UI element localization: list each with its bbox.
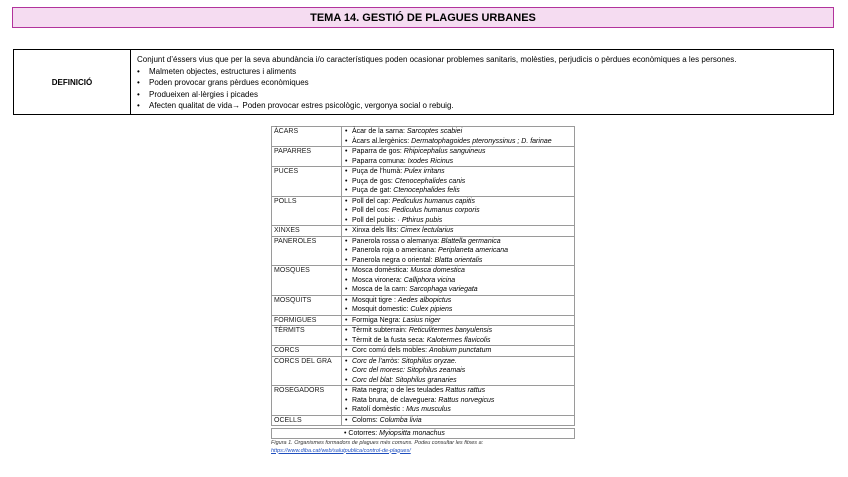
pest-group: CORCS DEL GRA <box>272 356 342 386</box>
species-common: Paparra comuna: <box>352 157 406 165</box>
definition-label: DEFINICIÓ <box>14 50 131 114</box>
species-scientific: Blattella germanica <box>441 237 501 245</box>
pest-row-mosques <box>272 266 575 296</box>
species-common: Corc de l’arròs: <box>352 357 400 365</box>
pest-group: PUCES <box>272 167 342 197</box>
species-scientific: Sitophilus zeamais <box>406 367 466 374</box>
species-common: Puça de gos: <box>352 177 393 185</box>
pest-group: XINXES <box>272 226 342 237</box>
species-scientific: Ixodes Ricinus <box>407 157 454 165</box>
species-item <box>344 246 572 256</box>
species-common: Panerola rossa o alemanya: <box>352 237 440 245</box>
species-item <box>344 197 572 207</box>
pest-group: ÀCARS <box>272 127 342 147</box>
species-scientific: Rhipicephalus sanguineus <box>403 148 486 155</box>
species-scientific: Culex pipiens <box>410 306 453 313</box>
pest-species <box>342 415 575 426</box>
species-scientific: Sarcoptes scabiei <box>406 128 463 135</box>
species-common: Mosca de la carn: <box>352 286 408 293</box>
pest-species <box>342 236 575 266</box>
pest-group: FORMIGUES <box>272 315 342 326</box>
pest-species <box>342 196 575 226</box>
definition-content <box>131 50 833 114</box>
species-common: Puça de gat: <box>352 187 392 194</box>
species-scientific: Pediculus humanus capitis <box>392 197 475 205</box>
species-item <box>344 226 572 236</box>
species-item <box>344 216 572 226</box>
species-common: Mosca domèstica: <box>352 267 409 274</box>
species-common: Coloms: <box>352 416 378 424</box>
species-scientific: Anobium punctatum <box>429 347 492 354</box>
species-item <box>344 276 572 286</box>
definition-bullet: • Malmeten objectes, estructures i aliments <box>137 66 827 78</box>
pest-row-cotorres: • Cotorres: Myiopsitta monachus <box>271 428 575 439</box>
species-scientific: Dermatophagoides pteronyssinus ; D. farinae <box>411 137 552 145</box>
species-common: Tèrmit subterrain: <box>352 327 407 334</box>
pest-species <box>342 147 575 167</box>
species-common: Panerola roja o americana: <box>352 247 437 254</box>
species-scientific: Sitophilus oryzae. <box>401 357 457 365</box>
species-item <box>344 167 572 177</box>
species-scientific: Reticulitermes banyulensis <box>408 327 493 334</box>
species-item <box>344 396 572 406</box>
pest-row-paparres <box>272 147 575 167</box>
pest-species <box>342 326 575 346</box>
species-scientific: Mus musculus <box>406 406 451 413</box>
species-scientific: Pulex irritans <box>404 168 445 175</box>
pest-group: OCELLS <box>272 415 342 426</box>
species-item <box>344 296 572 306</box>
definition-bullet: • Produeixen al·lèrgies i picades <box>137 89 827 101</box>
pest-row-paneroles <box>272 236 575 266</box>
pest-group: CORCS <box>272 346 342 357</box>
pest-row-ocells <box>272 415 575 426</box>
species-common: Paparra de gos: <box>352 148 402 155</box>
species-scientific: Rattus rattus <box>445 387 486 394</box>
species-item <box>344 177 572 187</box>
species-item <box>344 256 572 266</box>
species-item <box>344 336 572 346</box>
species-item <box>344 326 572 336</box>
species-common: Corc del blat: <box>352 376 394 384</box>
species-common: Àcar de la sarna: <box>352 128 405 135</box>
species-common: Rata negra; o de les teulades <box>352 387 444 394</box>
pest-row-termits <box>272 326 575 346</box>
page-title-text: TEMA 14. GESTIÓ DE PLAGUES URBANES <box>310 11 536 24</box>
figure-caption <box>271 440 601 455</box>
species-scientific: Pediculus humanus corporis <box>391 207 480 214</box>
species-scientific: Sitophilus granaries <box>395 376 457 384</box>
species-common: Àcars al.lergènics: <box>352 137 410 145</box>
species-scientific: Cimex lectularius <box>400 227 454 234</box>
definition-table <box>13 49 834 115</box>
species-common: Poll del cap: <box>352 197 391 205</box>
pest-row-mosquits <box>272 295 575 315</box>
species-scientific: Calliphora vicina <box>403 276 456 284</box>
species-scientific: Lasius niger <box>402 316 441 324</box>
species-item <box>344 305 572 315</box>
species-common: Formiga Negra: <box>352 316 401 324</box>
species-common: Mosquit tigre : <box>352 296 396 304</box>
definition-bullets <box>137 66 827 112</box>
species-scientific: Sarcophaga variegata <box>409 286 478 293</box>
definition-bullet: • Poden provocar grans pèrdues econòmiques <box>137 77 827 89</box>
pest-species <box>342 226 575 237</box>
species-item <box>344 127 572 137</box>
pest-species <box>342 315 575 326</box>
species-common: Poll del cos: <box>352 207 390 214</box>
pest-species <box>342 295 575 315</box>
pest-group: PANEROLES <box>272 236 342 266</box>
species-scientific: Myiopsitta monachus <box>379 430 445 437</box>
pest-group: PAPARRES <box>272 147 342 167</box>
species-item <box>344 316 572 326</box>
species-common: Poll del pubis: · <box>352 216 400 224</box>
species-item <box>344 416 572 426</box>
species-common: Mosca vironera: <box>352 276 402 284</box>
pest-row-corcs <box>272 346 575 357</box>
pest-species <box>342 346 575 357</box>
species-common: Corc del moresc: <box>352 367 405 374</box>
species-item <box>344 357 572 367</box>
pest-species <box>342 266 575 296</box>
species-common: Tèrmit de la fusta seca: <box>352 336 425 344</box>
species-common: Puça de l’humà: <box>352 168 403 175</box>
species-item <box>344 186 572 196</box>
species-common: Ratolí domèstic : <box>352 406 405 413</box>
species-scientific: Kalotermes flavicolis <box>426 336 491 344</box>
pest-table <box>271 126 575 426</box>
caption-link[interactable]: https://www.diba.cat/web/salutpublica/control-de-plagues/ <box>271 447 411 454</box>
pest-row-puces <box>272 167 575 197</box>
species-item <box>344 237 572 247</box>
pest-group: TÈRMITS <box>272 326 342 346</box>
species-scientific: Aedes albopictus <box>397 296 452 304</box>
pest-group: POLLS <box>272 196 342 226</box>
pest-group: MOSQUES <box>272 266 342 296</box>
pest-group: ROSEGADORS <box>272 386 342 416</box>
species-item <box>344 366 572 376</box>
species-common: Cotorres: <box>348 430 378 437</box>
species-item <box>344 147 572 157</box>
species-item <box>344 376 572 386</box>
species-item <box>344 157 572 167</box>
species-item <box>344 285 572 295</box>
pest-row-corcs-gra <box>272 356 575 386</box>
species-item <box>344 386 572 396</box>
species-item <box>344 405 572 415</box>
species-item <box>344 266 572 276</box>
page-title <box>12 7 834 28</box>
pest-species <box>342 127 575 147</box>
species-scientific: Periplaneta americana <box>438 247 509 254</box>
species-common: Corc comú dels mobles: <box>352 347 428 354</box>
species-scientific: Blatta orientalis <box>434 256 483 264</box>
species-item <box>344 346 572 356</box>
definition-intro: Conjunt d’éssers vius que per la seva abundància i/o característiques poden ocasionar problemes sanitaris, molèsties, perjudicis o pèrdues econòmiques a les persones. <box>137 55 737 64</box>
pest-row-polls <box>272 196 575 226</box>
pest-row-acars <box>272 127 575 147</box>
pest-species <box>342 167 575 197</box>
pest-group: MOSQUITS <box>272 295 342 315</box>
species-common: Xinxa dels llits: <box>352 227 399 234</box>
species-common: Panerola negra o oriental: <box>352 256 433 264</box>
species-scientific: Columba livia <box>379 416 422 424</box>
pest-row-formigues <box>272 315 575 326</box>
pest-species <box>342 386 575 416</box>
species-common: Rata bruna, de claveguera: <box>352 396 437 404</box>
species-scientific: Rattus norvegicus <box>438 396 495 404</box>
pest-row-rosegadors <box>272 386 575 416</box>
species-scientific: Musca domestica <box>410 267 465 274</box>
species-item <box>344 206 572 216</box>
species-scientific: Ctenocephalides canis <box>394 177 466 185</box>
species-scientific: Pthirus pubis <box>401 216 443 224</box>
pest-species <box>342 356 575 386</box>
species-scientific: Ctenocephalides felis <box>393 187 460 194</box>
caption-text: Figura 1. Organismes formadors de plagues més comuns. Podeu consultar les fitxes a: <box>271 440 484 446</box>
species-common: Mosquit domestic: <box>352 306 409 313</box>
definition-bullet: • Afecten qualitat de vida→ Poden provocar estres psicològic, vergonya social o rebuig. <box>137 100 827 112</box>
pest-row-xinxes <box>272 226 575 237</box>
species-item <box>344 137 572 147</box>
